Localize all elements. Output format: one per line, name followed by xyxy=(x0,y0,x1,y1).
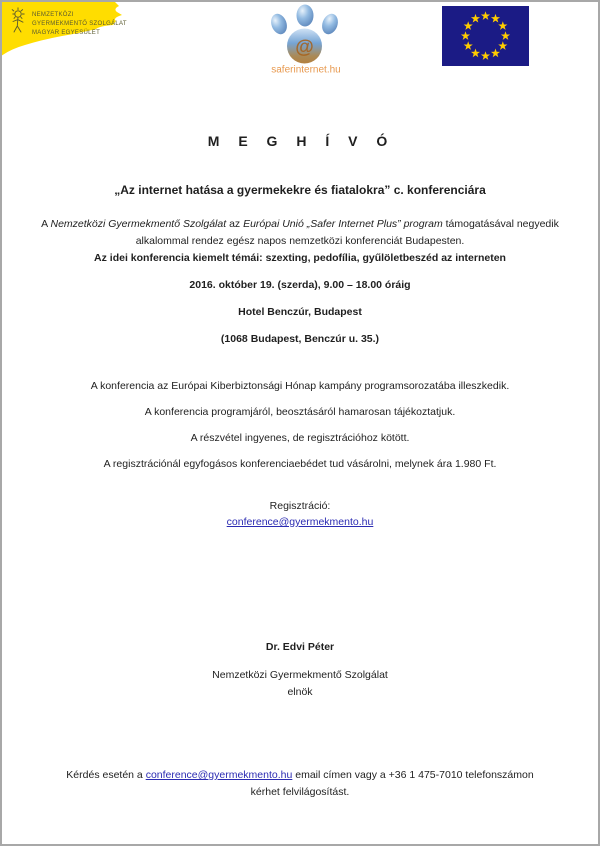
info-line-free: A részvétel ingyenes, de regisztrációhoz kötött. xyxy=(190,432,410,444)
info-line-lunch: A regisztrációnál egyfogásos konferenciaebédet tud vásárolni, melynek ára 1.980 Ft. xyxy=(103,458,497,470)
conference-title: „Az internet hatása a gyermekekre és fiatalokra” c. konferenciára xyxy=(114,183,486,197)
intro-part1: A xyxy=(41,218,51,230)
intro-org-italic: Nemzetközi Gyermekmentő Szolgálat xyxy=(50,218,227,230)
event-address: (1068 Budapest, Benczúr u. 35.) xyxy=(220,333,380,345)
ngsz-logo-line2: Gyermekmentő Szolgálat xyxy=(32,21,127,27)
paw-icon xyxy=(268,5,340,64)
invitation-heading: M E G H Í V Ó xyxy=(207,133,393,149)
eu-flag-icon xyxy=(442,6,529,71)
intro-paragraph xyxy=(40,216,560,250)
signer-organization: Nemzetközi Gyermekmentő Szolgálat xyxy=(212,669,388,681)
saferinternet-label: saferinternet.hu xyxy=(271,64,341,76)
intro-program-italic: Európai Unió „Safer Internet Plus” program xyxy=(243,218,443,230)
ngsz-logo-line1: Nemzetközi xyxy=(32,12,74,18)
ngsz-logo xyxy=(1,1,151,68)
registration-label: Regisztráció: xyxy=(269,500,331,512)
intro-part2: az xyxy=(226,218,244,230)
ngsz-logo-line3: Magyar Egyesület xyxy=(32,30,101,36)
info-line-program: A konferencia programjáról, beosztásáról hamarosan tájékoztatjuk. xyxy=(144,406,456,418)
event-datetime: 2016. október 19. (szerda), 9.00 – 18.00 óráig xyxy=(189,279,411,291)
registration-email-link[interactable]: conference@gyermekmento.hu xyxy=(226,516,374,528)
footer-text-before: Kérdés esetén a xyxy=(66,769,146,781)
at-icon: @ xyxy=(295,37,314,58)
intro-part3: támogatásával negyedik alkalommal rendez egész napos nemzetközi konferenciát Budapesten. xyxy=(135,218,559,247)
signer-name: Dr. Edvi Péter xyxy=(265,641,335,653)
footer-email-link[interactable]: conference@gyermekmento.hu xyxy=(145,769,293,781)
info-line-campaign: A konferencia az Európai Kiberbiztonsági Hónap kampány programsorozatába illeszkedik. xyxy=(90,380,510,392)
footer-contact xyxy=(57,767,543,801)
footer-text-after: email címen vagy a +36 1 475-7010 telefonszámon kérhet felvilágosítást. xyxy=(250,769,534,798)
saferinternet-logo xyxy=(264,4,348,81)
conference-topics: Az idei konferencia kiemelt témái: szexting, pedofília, gyűlöletbeszéd az interneten xyxy=(94,252,506,264)
event-venue: Hotel Benczúr, Budapest xyxy=(238,306,362,318)
signer-role: elnök xyxy=(287,686,313,698)
